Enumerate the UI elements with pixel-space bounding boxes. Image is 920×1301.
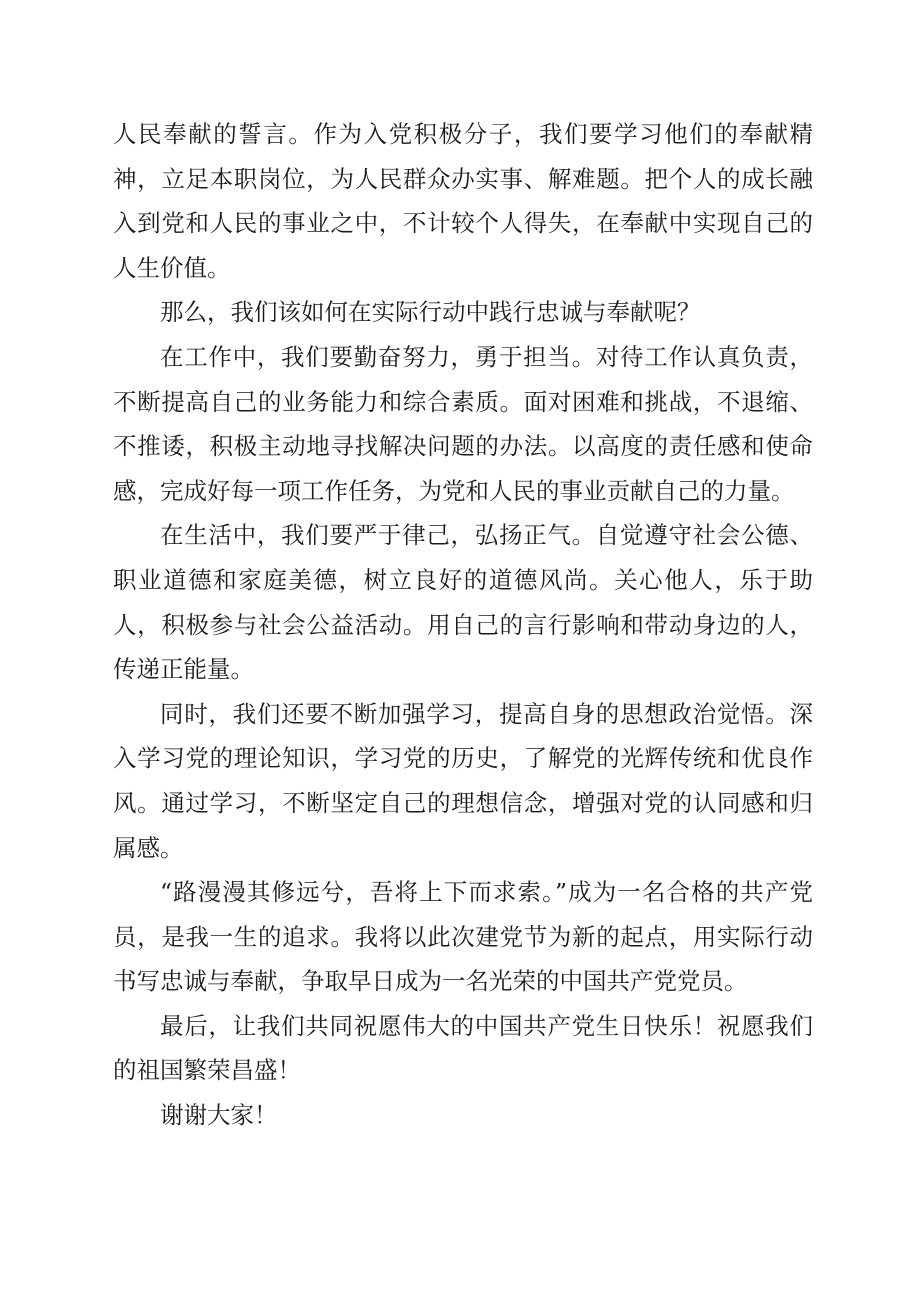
paragraph-thanks: 谢谢大家！ bbox=[160, 1101, 278, 1130]
paragraph-life: 在生活中，我们要严于律己，弘扬正气。自觉遵守社会公德、职业道德和家庭美德，树立良好的道德风尚。关心他人，乐于助人，积极参与社会公益活动。用自己的言行影响和带动身边的人，传递正能量。 bbox=[113, 521, 813, 684]
paragraph-question: 那么，我们该如何在实际行动中践行忠诚与奉献呢？ bbox=[160, 298, 701, 327]
paragraph-quote: “路漫漫其修远兮，吾将上下而求索。”成为一名合格的共产党员，是我一生的追求。我将以此次建党节为新的起点，用实际行动书写忠诚与奉献，争取早日成为一名光荣的中国共产党党员。 bbox=[113, 878, 813, 996]
paragraph-wishes: 最后，让我们共同祝愿伟大的中国共产党生日快乐！祝愿我们的祖国繁荣昌盛！ bbox=[113, 1011, 813, 1085]
paragraph-work: 在工作中，我们要勤奋努力，勇于担当。对待工作认真负责，不断提高自己的业务能力和综合素质。面对困难和挑战，不退缩、不推诿，积极主动地寻找解决问题的办法。以高度的责任感和使命感，完成好每一项工作任务，为党和人民的事业贡献自己的力量。 bbox=[113, 342, 813, 505]
speech-body bbox=[113, 112, 813, 1138]
paragraph-continuation: 人民奉献的誓言。作为入党积极分子，我们要学习他们的奉献精神，立足本职岗位，为人民群众办实事、解难题。把个人的成长融入到党和人民的事业之中，不计较个人得失，在奉献中实现自己的人生价值。 bbox=[113, 120, 813, 282]
paragraph-study: 同时，我们还要不断加强学习，提高自身的思想政治觉悟。深入学习党的理论知识，学习党的历史，了解党的光辉传统和优良作风。通过学习，不断坚定自己的理想信念，增强对党的认同感和归属感。 bbox=[113, 699, 813, 862]
